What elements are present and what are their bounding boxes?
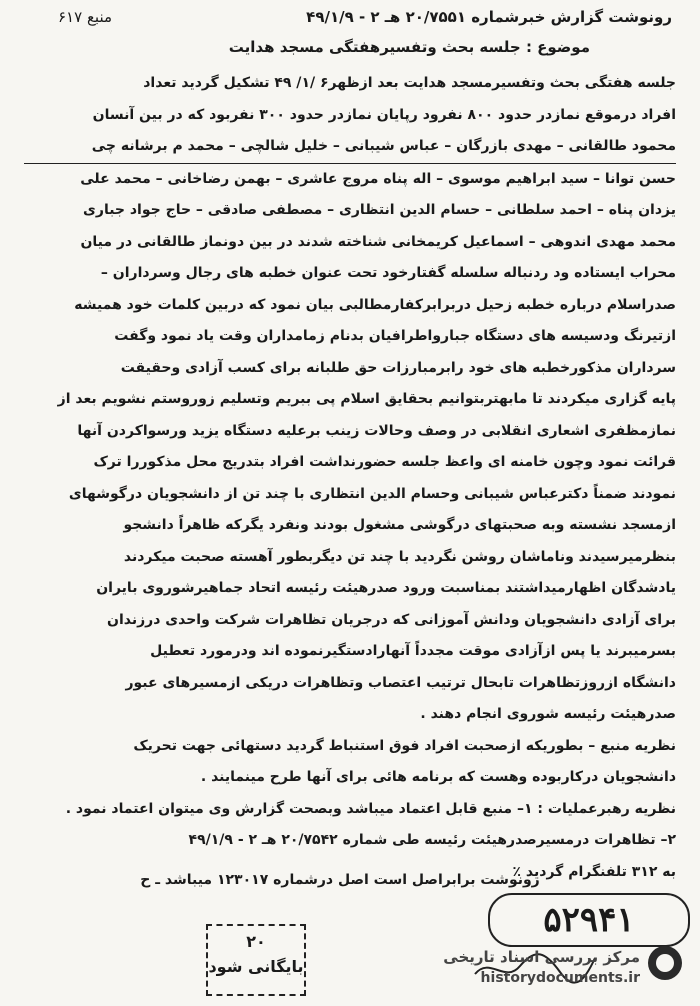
body-line: حسن توانا – سید ابراهیم موسوی – اله پناه مروج عاشری – بهمن رضاخانی – محمد علی [80,170,676,187]
body-line: بسرمیبرند یا پس ازآزادی موقت مجدداً آنهارادستگیرنموده اند ودرمورد تعطیل [150,643,676,659]
body-line: یزدان پناه – احمد سلطانی – حسام الدین انتظاری – مصطفی صادقی – حاج جواد جباری [83,202,676,218]
body-line: به ۳۱۲ تلفنگرام گردید ٪ [512,863,676,880]
body-line: پایه گزاری میکردند تا مابهتربتوانیم بحقایق اسلام پی ببریم وتسلیم زوروستم نشویم بعد از [57,391,676,407]
subject-line: موضوع : جلسه بحث وتفسیرهفتگی مسجد هدایت [228,38,590,56]
body-line: محمود طالقانی – مهدی بازرگان – عباس شیبانی – خلیل شالچی – محمد م برشانه چی [24,131,676,164]
stamp-number: ۲۰ [246,932,266,951]
body-line: نمودند ضمناً دکترعباس شیبانی وحسام الدین انتظاری با چند تن از دانشجویان درگوشهای [68,485,676,502]
body-line: محراب ایستاده ود ردنباله سلسله گفتارخود تحت عنوان خطبه های رجال وسرداران – [100,265,676,281]
body-line: نظریه رهبرعملیات : ۱– منبع قابل اعتماد میباشد وبصحت گزارش وی میتوان اعتماد نمود . [65,800,676,817]
watermark-name: مرکز بررسی اسناد تاریخی [443,948,640,966]
body-line: صدرهیئت رئیسه شوروی انجام دهند . [420,706,676,722]
body-line: جلسه هفتگی بحث وتفسیرمسجد هدایت بعد ازظهر۶ /۱/ ۴۹ تشکیل گردید تعداد [143,75,676,91]
archive-number: ۵۲۹۴۱ [488,893,690,947]
body-line: محمد مهدی اندوهی – اسماعیل کریمخانی شناخته شدند در بین دونماز طالقانی در میان [80,233,676,250]
archive-stamp [206,924,306,996]
body-line: سرداران مذکورخطبه های خود رابرمبارزات حق طلبانه برای کسب آزادی وحقیقت [120,359,676,376]
body-line: ازتیرنگ ودسیسه های دستگاه جبارواطرافیان بدنام زمامداران وقت یاد نمود وگفت [114,328,676,344]
body-line: دانشجویان درکاربوده وهست که برنامه هائی برای آنها طرح مینمایند . [200,769,676,785]
body-line: ۲– تظاهرات درمسیرصدرهیئت رئیسه طی شماره ۲۰/۷۵۴۲ هـ ۲ - ۴۹/۱/۹ [188,832,676,848]
body-line: دانشگاه ازروزتظاهرات تابحال ترتیب اعتصاب وتظاهرات دریکی ازمسیرهای عبور [125,674,676,691]
report-title: رونوشت گزارش خبرشماره ۲۰/۷۵۵۱ هـ ۲ - ۴۹/۱/۹ [306,8,672,26]
copy-certification-note: رونوشت برابراصل است اصل درشماره ۱۲۳۰۱۷ میباشد ـ ح [140,872,540,888]
body-line: بنظرمیرسیدند وناماشان روشن نگردید با چند تن دیگربطور آهسته صحبت میکردند [123,548,676,565]
body-line: برای آزادی دانشجویان ودانش آموزانی که درجریان تظاهرات شرکت واحدی درزندان [107,611,676,628]
source-number: منبع ۶۱۷ [58,8,113,26]
watermark-logo-icon [648,946,682,980]
document-header [20,8,680,30]
body-line: افراد درموقع نمازدر حدود ۸۰۰ نفرود رپایان نمازدر حدود ۳۰۰ نفربود که در بین آنسان [92,106,676,123]
body-line: صدراسلام درباره خطبه زحیل دربرابرکفارمطالبی بیان نمود که دربین کلمات خود همیشه [74,296,676,313]
body-line: ازمسجد نشسته وبه صحبتهای درگوشی مشغول بودند ونفرد یگرکه ظاهراً دانشجو [123,517,676,533]
watermark-url: historydocuments.ir [480,970,640,986]
body-line: نظریه منبع – بطوریکه ازصحبت افراد فوق استنباط گردید دستهائی جهت تحریک [133,737,676,754]
stamp-text: بایگانی شود [208,957,304,976]
report-body [24,68,676,888]
body-line: نمازمظفری اشعاری انقلابی در وصف وحالات زینب برعلیه دستگاه یزید ورسواکردن آنها [77,422,676,439]
watermark [412,942,682,1002]
body-line: یادشدگان اظهارمیداشتند بمناسبت ورود صدرهیئت رئیسه اتحاد جماهیرشوروی بایران [96,580,676,596]
body-line: قرائت نمود وچون خامنه ای واعظ جلسه حضورنداشت افراد بتدریج محل مذکوررا ترک [93,454,676,470]
